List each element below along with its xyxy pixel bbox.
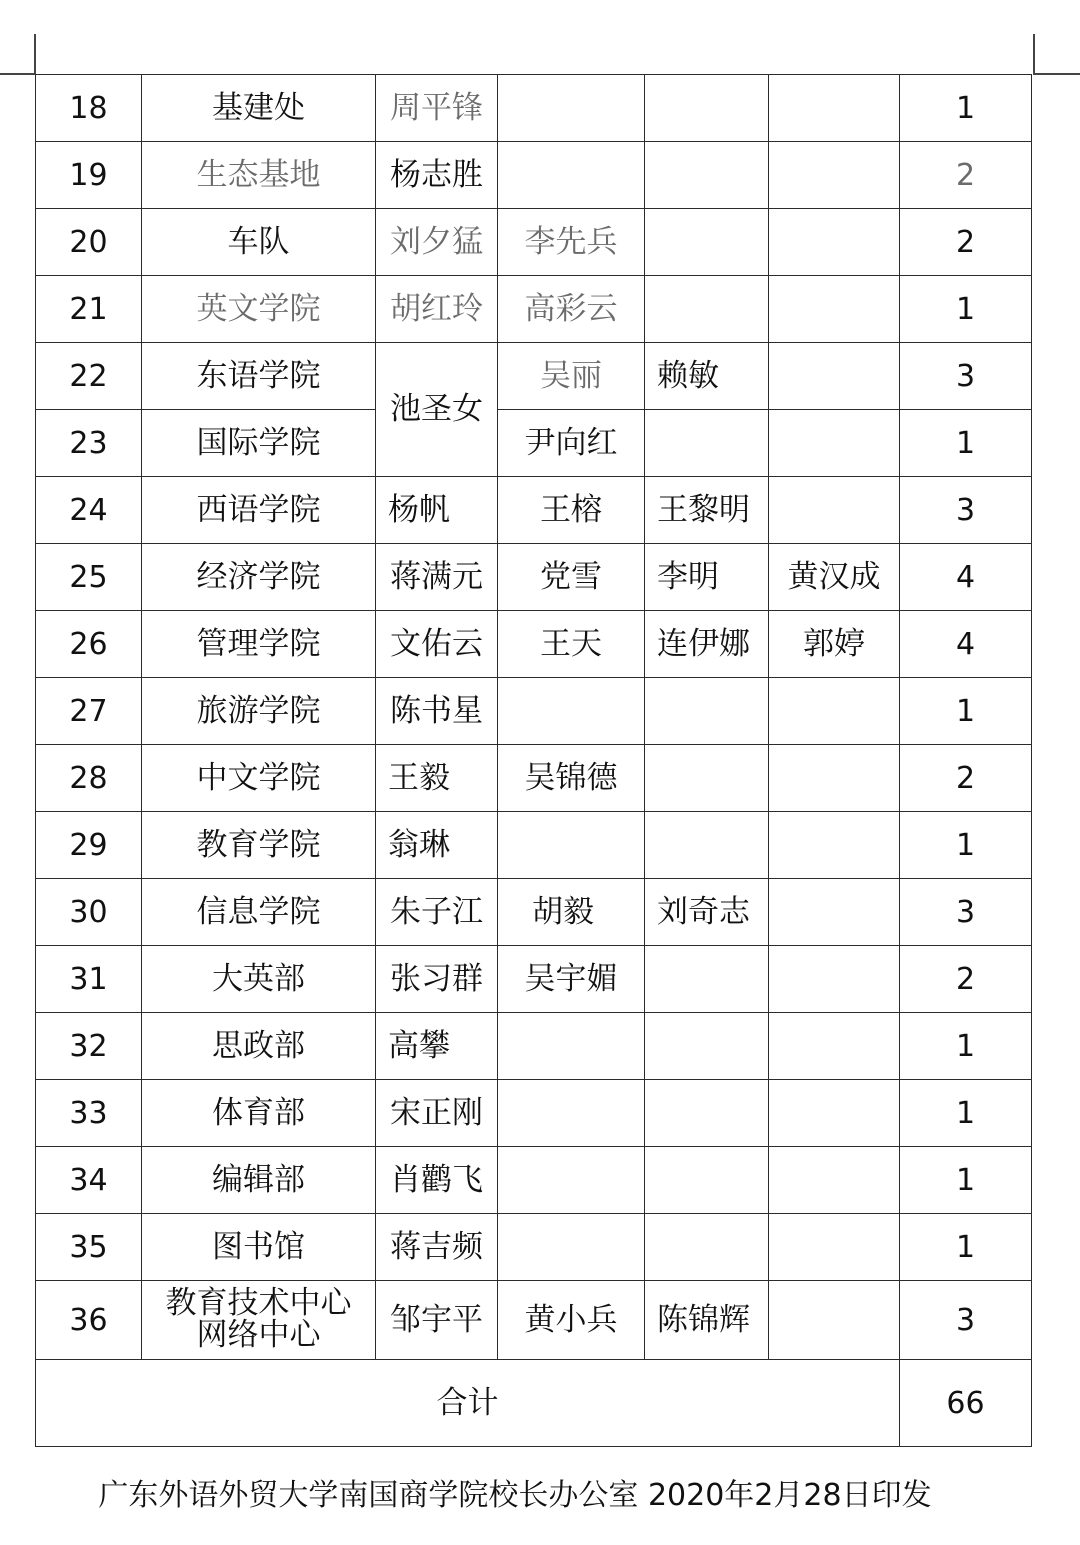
table-row <box>36 1214 1032 1281</box>
row-number: 26 <box>36 611 142 678</box>
count-cell: 2 <box>900 209 1032 276</box>
count-cell: 1 <box>900 75 1032 142</box>
name-cell <box>769 142 900 209</box>
name-cell: 王天 <box>498 611 645 678</box>
row-number: 29 <box>36 812 142 879</box>
table-row <box>36 410 1032 477</box>
name-cell <box>769 1281 900 1360</box>
name-cell <box>769 879 900 946</box>
row-number: 35 <box>36 1214 142 1281</box>
staff-roster-table <box>35 74 1032 1447</box>
name-cell: 陈书星 <box>376 678 498 745</box>
name-cell: 王黎明 <box>645 477 769 544</box>
name-cell: 吴锦德 <box>498 745 645 812</box>
department-cell: 教育学院 <box>142 812 376 879</box>
table-row <box>36 946 1032 1013</box>
count-cell: 1 <box>900 678 1032 745</box>
table-row <box>36 544 1032 611</box>
name-cell <box>498 1080 645 1147</box>
table-row <box>36 812 1032 879</box>
name-cell: 吴丽 <box>498 343 645 410</box>
name-cell: 刘夕猛 <box>376 209 498 276</box>
name-cell <box>769 1214 900 1281</box>
name-cell: 张习群 <box>376 946 498 1013</box>
department-cell: 思政部 <box>142 1013 376 1080</box>
row-number: 25 <box>36 544 142 611</box>
table-row <box>36 1147 1032 1214</box>
name-cell <box>498 1147 645 1214</box>
total-row <box>36 1360 1032 1447</box>
name-cell <box>498 142 645 209</box>
table-row <box>36 745 1032 812</box>
name-cell <box>769 946 900 1013</box>
count-cell: 3 <box>900 477 1032 544</box>
department-cell: 国际学院 <box>142 410 376 477</box>
department-cell: 经济学院 <box>142 544 376 611</box>
merged-name-cell: 池圣女 <box>376 343 498 477</box>
name-cell: 王毅 <box>376 745 498 812</box>
name-cell <box>498 812 645 879</box>
table-row <box>36 75 1032 142</box>
total-label: 合计 <box>36 1360 900 1447</box>
department-cell: 英文学院 <box>142 276 376 343</box>
name-cell <box>769 1080 900 1147</box>
row-number: 21 <box>36 276 142 343</box>
name-cell: 杨帆 <box>376 477 498 544</box>
department-cell: 管理学院 <box>142 611 376 678</box>
name-cell <box>498 678 645 745</box>
name-cell: 高攀 <box>376 1013 498 1080</box>
table-row <box>36 1013 1032 1080</box>
name-cell <box>769 209 900 276</box>
name-cell <box>769 812 900 879</box>
table-row <box>36 209 1032 276</box>
department-cell: 车队 <box>142 209 376 276</box>
name-cell: 黄小兵 <box>498 1281 645 1360</box>
table-row <box>36 611 1032 678</box>
name-cell: 蒋满元 <box>376 544 498 611</box>
name-cell <box>498 1013 645 1080</box>
name-cell: 陈锦辉 <box>645 1281 769 1360</box>
corner-mark-right-vertical <box>1033 34 1035 74</box>
name-cell <box>645 812 769 879</box>
table-row <box>36 1080 1032 1147</box>
name-cell <box>645 745 769 812</box>
name-cell: 王榕 <box>498 477 645 544</box>
name-cell <box>645 946 769 1013</box>
name-cell: 邹宇平 <box>376 1281 498 1360</box>
department-cell: 东语学院 <box>142 343 376 410</box>
row-number: 18 <box>36 75 142 142</box>
row-number: 30 <box>36 879 142 946</box>
table-row <box>36 276 1032 343</box>
corner-mark-right-horizontal <box>1033 73 1080 75</box>
name-cell <box>645 1013 769 1080</box>
count-cell: 3 <box>900 879 1032 946</box>
count-cell: 4 <box>900 544 1032 611</box>
department-cell: 中文学院 <box>142 745 376 812</box>
name-cell <box>769 75 900 142</box>
count-cell: 3 <box>900 343 1032 410</box>
table-row <box>36 142 1032 209</box>
name-cell: 杨志胜 <box>376 142 498 209</box>
department-cell: 西语学院 <box>142 477 376 544</box>
row-number: 19 <box>36 142 142 209</box>
name-cell <box>645 142 769 209</box>
department-cell <box>142 1281 376 1360</box>
table-row <box>36 879 1032 946</box>
name-cell <box>498 75 645 142</box>
count-cell: 4 <box>900 611 1032 678</box>
name-cell: 肖鹳飞 <box>376 1147 498 1214</box>
name-cell <box>769 745 900 812</box>
name-cell: 李明 <box>645 544 769 611</box>
name-cell <box>769 678 900 745</box>
department-cell: 旅游学院 <box>142 678 376 745</box>
name-cell <box>769 276 900 343</box>
name-cell: 周平锋 <box>376 75 498 142</box>
name-cell <box>769 410 900 477</box>
count-cell: 2 <box>900 946 1032 1013</box>
department-cell: 体育部 <box>142 1080 376 1147</box>
name-cell <box>645 1147 769 1214</box>
row-number: 34 <box>36 1147 142 1214</box>
count-cell: 1 <box>900 812 1032 879</box>
name-cell: 高彩云 <box>498 276 645 343</box>
department-line-1: 教育技术中心 <box>165 1285 352 1322</box>
issuing-office-footer: 广东外语外贸大学南国商学院校长办公室 2020年2月28日印发 <box>98 1478 932 1513</box>
name-cell: 黄汉成 <box>769 544 900 611</box>
name-cell: 刘奇志 <box>645 879 769 946</box>
name-cell <box>645 75 769 142</box>
row-number: 22 <box>36 343 142 410</box>
table-row <box>36 678 1032 745</box>
row-number: 31 <box>36 946 142 1013</box>
count-cell: 2 <box>900 142 1032 209</box>
row-number: 23 <box>36 410 142 477</box>
name-cell <box>498 1214 645 1281</box>
name-cell <box>645 1080 769 1147</box>
count-cell: 1 <box>900 276 1032 343</box>
table-row <box>36 477 1032 544</box>
name-cell <box>645 678 769 745</box>
name-cell <box>645 410 769 477</box>
table-row <box>36 343 1032 410</box>
name-cell <box>769 477 900 544</box>
name-cell <box>645 276 769 343</box>
name-cell: 胡红玲 <box>376 276 498 343</box>
row-number: 36 <box>36 1281 142 1360</box>
count-cell: 1 <box>900 1013 1032 1080</box>
row-number: 20 <box>36 209 142 276</box>
name-cell: 文佑云 <box>376 611 498 678</box>
name-cell: 李先兵 <box>498 209 645 276</box>
department-line-2: 网络中心 <box>196 1317 321 1353</box>
table-row <box>36 1281 1032 1360</box>
name-cell: 翁琳 <box>376 812 498 879</box>
name-cell <box>645 1214 769 1281</box>
count-cell: 3 <box>900 1281 1032 1360</box>
name-cell: 尹向红 <box>498 410 645 477</box>
count-cell: 2 <box>900 745 1032 812</box>
name-cell: 吴宇媚 <box>498 946 645 1013</box>
corner-mark-left-vertical <box>34 34 36 74</box>
name-cell: 赖敏 <box>645 343 769 410</box>
total-value: 66 <box>900 1360 1032 1447</box>
department-cell: 图书馆 <box>142 1214 376 1281</box>
name-cell: 朱子江 <box>376 879 498 946</box>
name-cell <box>769 1147 900 1214</box>
row-number: 28 <box>36 745 142 812</box>
row-number: 33 <box>36 1080 142 1147</box>
department-cell: 信息学院 <box>142 879 376 946</box>
row-number: 27 <box>36 678 142 745</box>
count-cell: 1 <box>900 1214 1032 1281</box>
department-cell: 大英部 <box>142 946 376 1013</box>
corner-mark-left-horizontal <box>0 73 35 75</box>
name-cell <box>769 343 900 410</box>
name-cell: 蒋吉频 <box>376 1214 498 1281</box>
row-number: 32 <box>36 1013 142 1080</box>
department-cell: 基建处 <box>142 75 376 142</box>
count-cell: 1 <box>900 410 1032 477</box>
row-number: 24 <box>36 477 142 544</box>
count-cell: 1 <box>900 1147 1032 1214</box>
name-cell: 胡毅 <box>498 879 645 946</box>
name-cell <box>769 1013 900 1080</box>
name-cell: 党雪 <box>498 544 645 611</box>
department-cell: 编辑部 <box>142 1147 376 1214</box>
department-cell: 生态基地 <box>142 142 376 209</box>
name-cell <box>645 209 769 276</box>
name-cell: 连伊娜 <box>645 611 769 678</box>
name-cell: 宋正刚 <box>376 1080 498 1147</box>
count-cell: 1 <box>900 1080 1032 1147</box>
name-cell: 郭婷 <box>769 611 900 678</box>
